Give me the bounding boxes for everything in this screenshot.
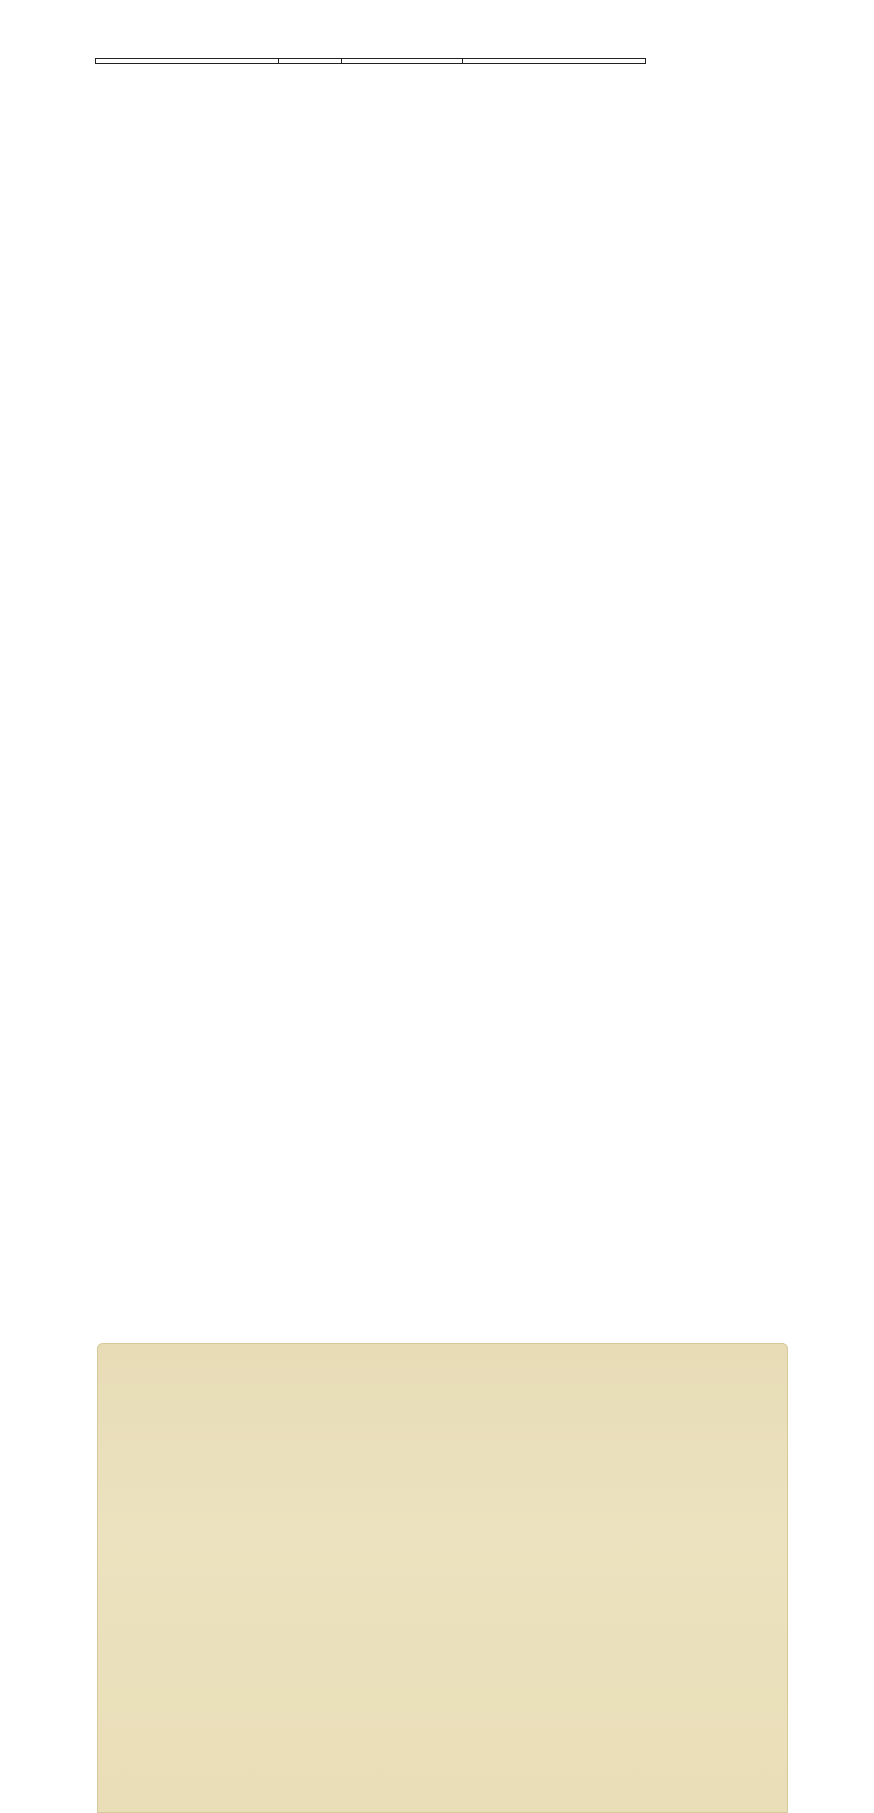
awards-table-header bbox=[96, 59, 646, 64]
header-number bbox=[279, 59, 341, 64]
transcription bbox=[95, 52, 795, 66]
header-order bbox=[462, 59, 645, 64]
registration-card-photo bbox=[97, 1343, 788, 1813]
header-certificate bbox=[341, 59, 462, 64]
header-name bbox=[96, 59, 279, 64]
awards-table bbox=[95, 58, 646, 64]
